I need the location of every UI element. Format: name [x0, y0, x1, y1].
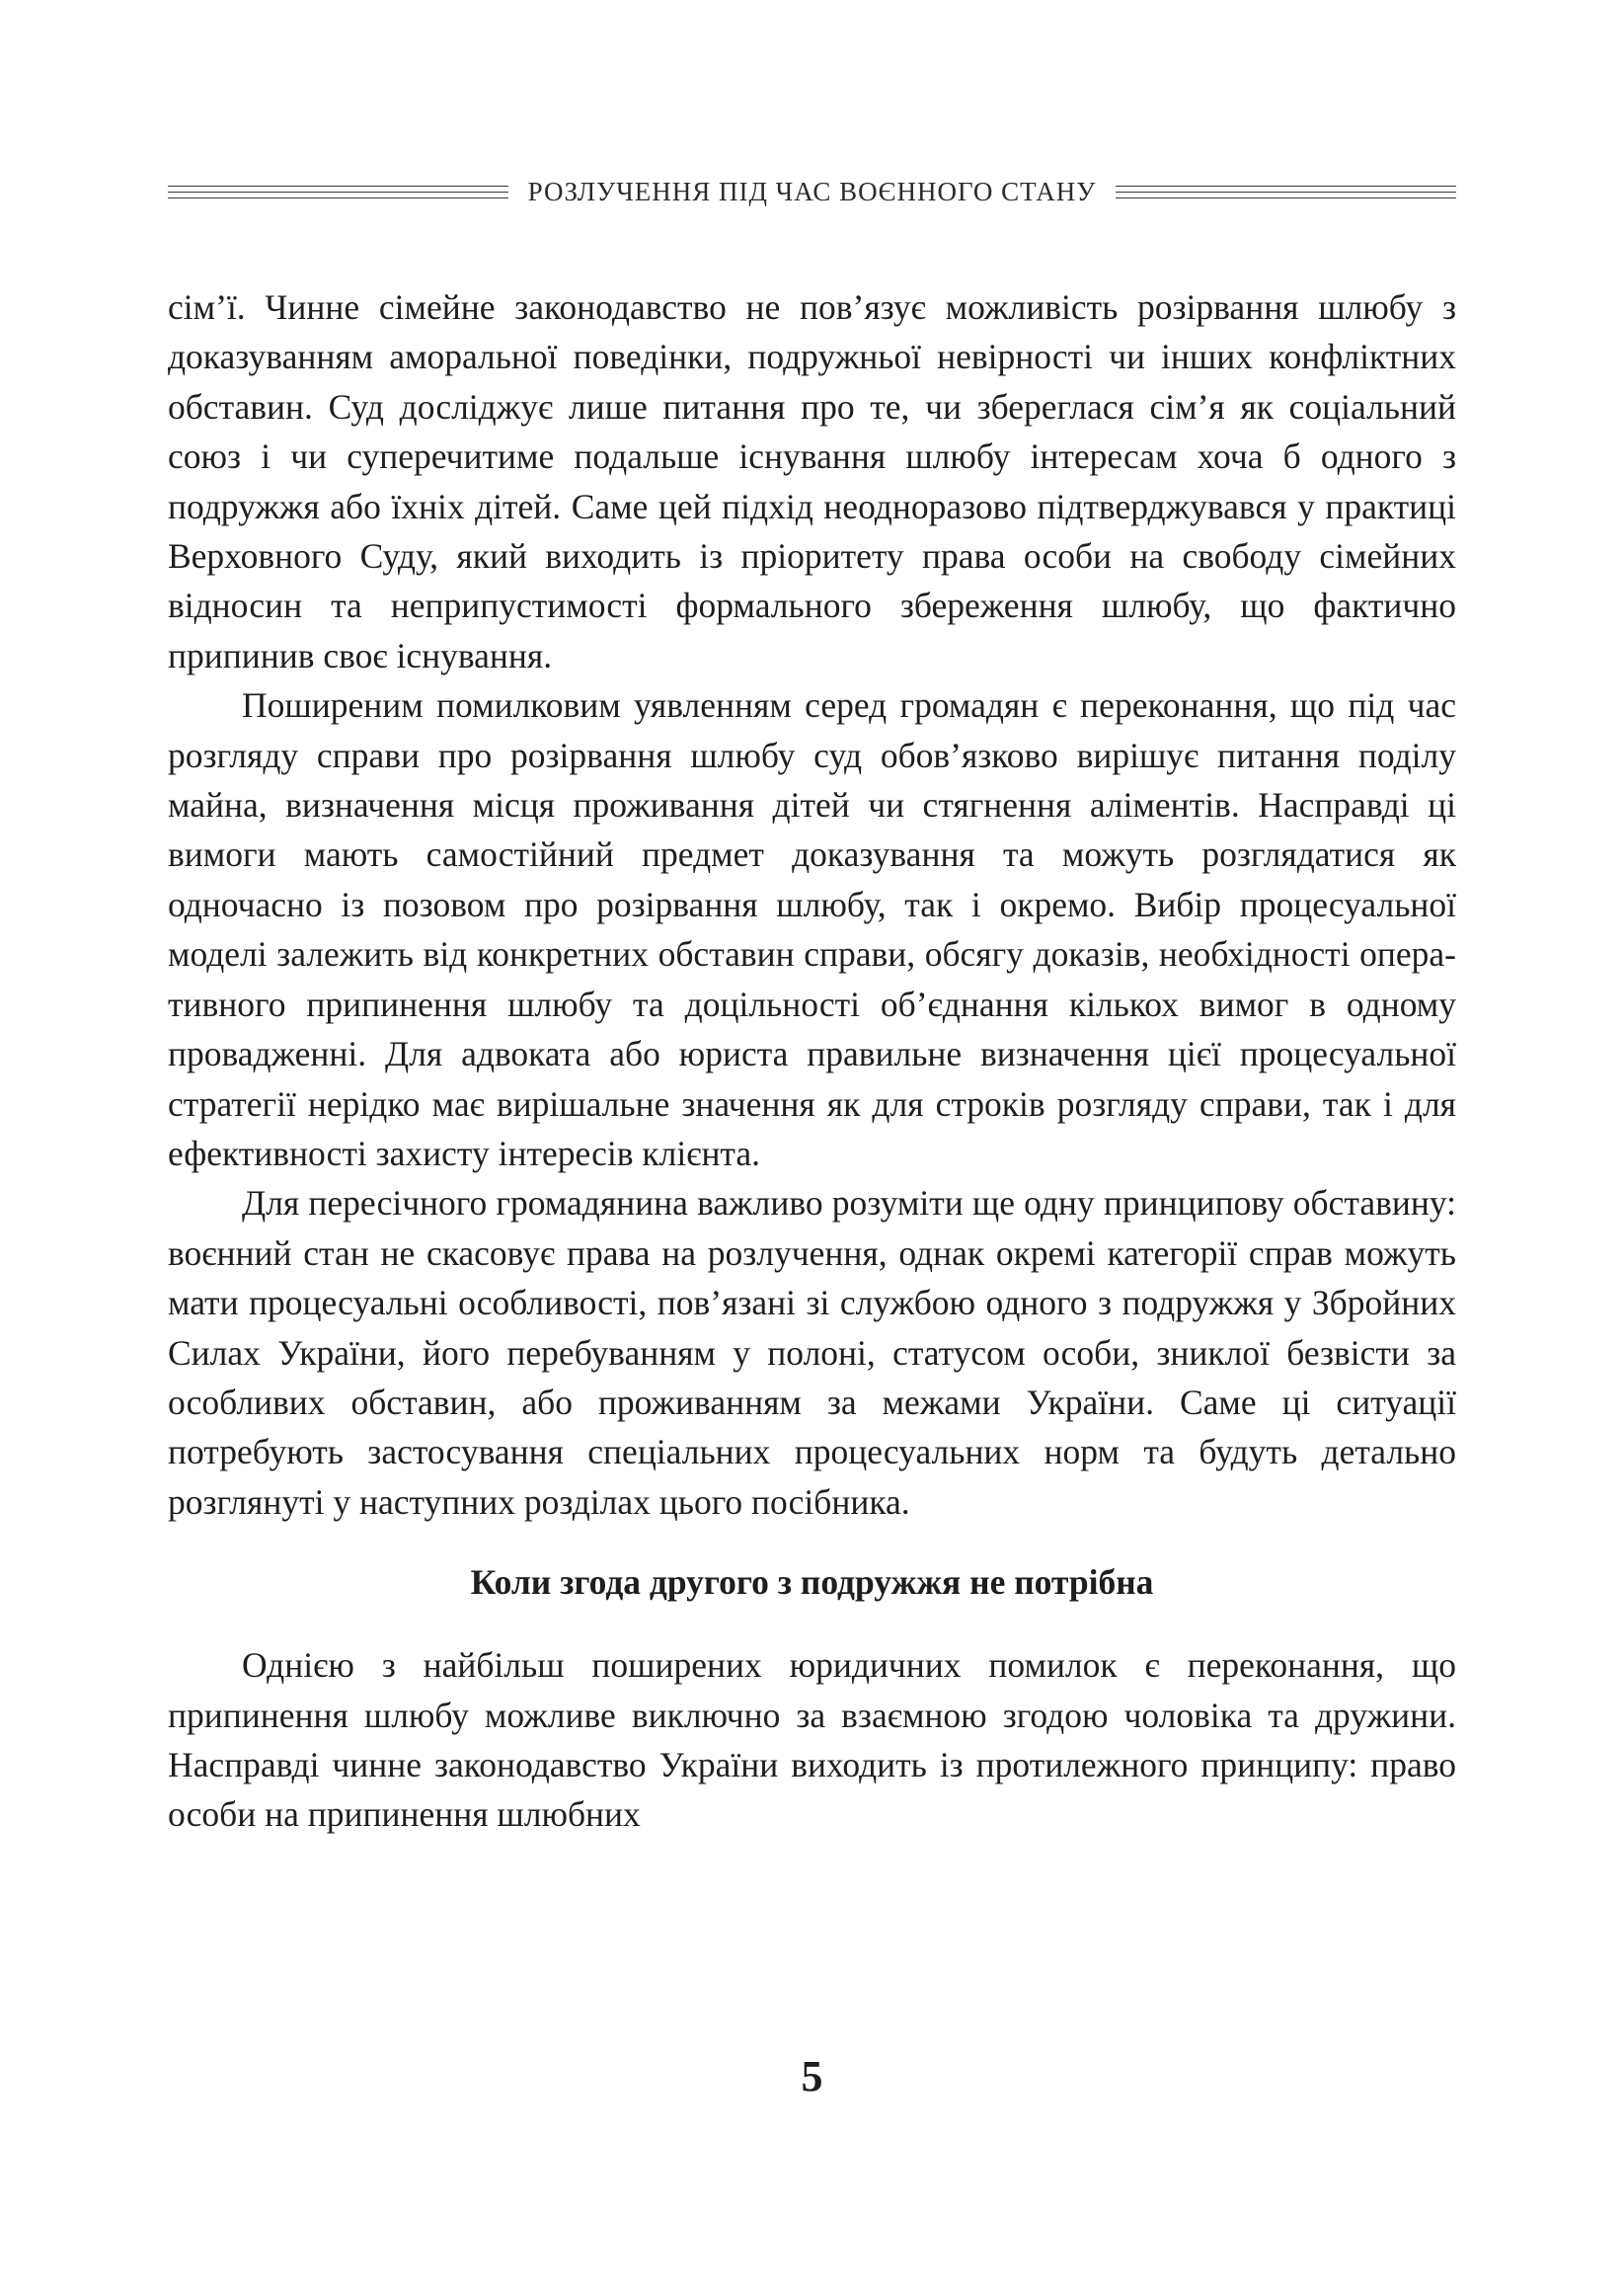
section-heading: Коли згода другого з подружжя не потрібна [470, 1562, 1154, 1603]
header-rule-right [1116, 186, 1456, 198]
body-text [168, 282, 1456, 1840]
page-number: 5 [801, 2052, 823, 2100]
header-rule-left [168, 186, 508, 198]
running-header [168, 172, 1456, 211]
paragraph-4: Однією з найбільш поширених юридичних помилок є переконання, що припинення шлюбу можливе виключно за взаємною згодою чоловіка та дружини. Насправді чинне законодавство України виходить із протилежного принципу: право особи на припинення шлюбних [168, 1645, 1456, 1835]
paragraph-1: сім’ї. Чинне сімейне законодавство не пов’язує можливість розірвання шлюбу з доказуванням аморальної поведінки, подружньої невірності чи інших конфліктних обставин. Суд досліджує лише питання про те, чи збереглася сім’я як соціальний союз і чи суперечитиме подальше існування шлюбу інтересам хоча б одного з подружжя або їхніх дітей. Саме цей підхід неодноразово підтверджувався у практиці Верховного Суду, який виходить із пріоритету права особи на свободу сімейних відносин та неприпустимості формального збереження шлюбу, що фактично припинив своє існування. [168, 287, 1456, 675]
header-title: РОЗЛУЧЕННЯ ПІД ЧАС ВОЄННОГО СТАНУ [527, 176, 1097, 206]
paragraph-3: Для пересічного громадянина важливо розуміти ще одну принципову обставину: воєнний стан не скасовує права на розлучення, однак окремі категорії справ можуть мати процесуальні особливості, пов’язані зі службою одного з подружжя у Збройних Силах України, його перебуванням у полоні, статусом особи, зниклої безвісти за особливих обставин, або проживанням за межами України. Саме ці ситуації потребують застосування спеціальних процесуальних норм та будуть детально розглянуті у наступних розділах цього посібника. [168, 1183, 1456, 1522]
paragraph-2: Поширеним помилковим уявленням серед громадян є переконання, що під час розгляду справи про розірвання шлюбу суд обов’язково вирішує питання поділу майна, визначення місця проживання дітей чи стягнення аліментів. Насправді ці вимоги мають самостійний предмет доказування та можуть розглядатися як одночасно із позовом про розірвання шлюбу, так і окремо. Вибір процесуальної моделі залежить від конкретних обставин справи, обсягу доказів, необхідності оперативного припинення шлюбу та доцільності об’єднання кількох вимог в одному провадженні. Для адвоката або юриста правильне визначення цієї процесуальної стратегії нерідко має вирішальне значення як для строків розгляду справи, так і для ефективності захисту інтересів клієнта. [168, 685, 1456, 1173]
